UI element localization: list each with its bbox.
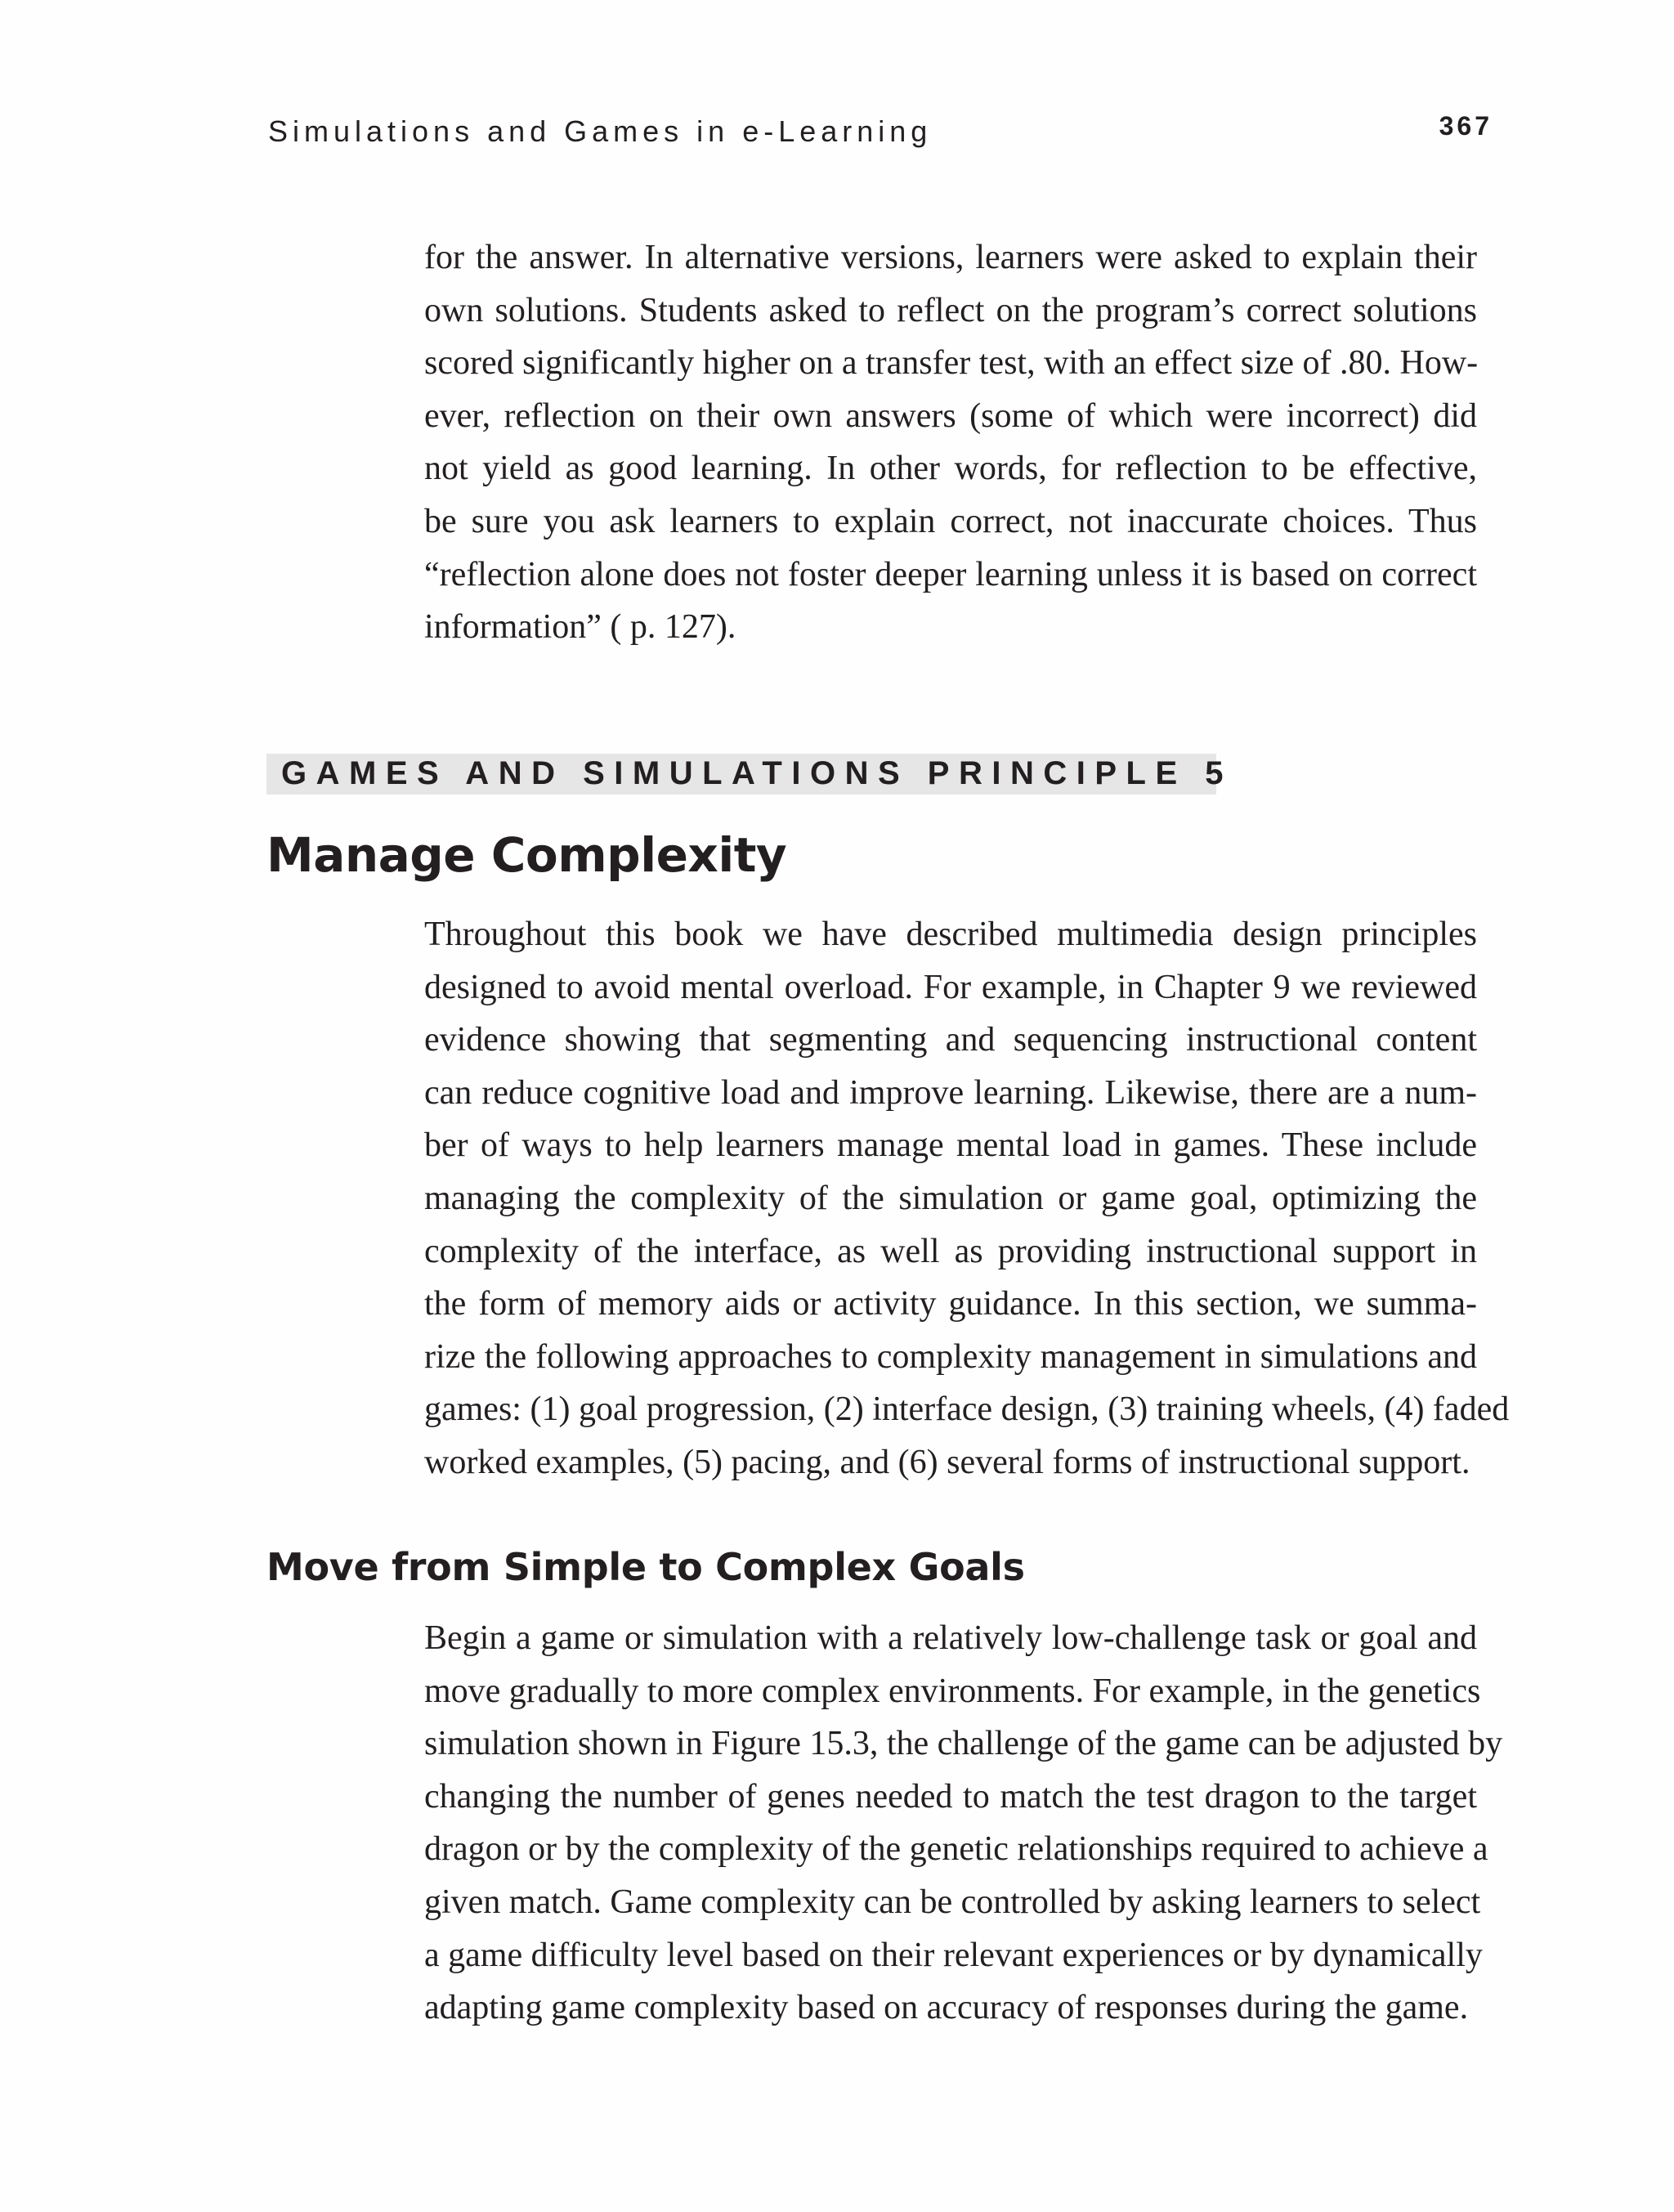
- text-line: worked examples, (5) pacing, and (6) several forms of instructional support.: [424, 1443, 1470, 1481]
- text-line: own solutions. Students asked to reflect on the program’s correct solutions: [424, 291, 1477, 329]
- text-line: given match. Game complexity can be controlled by asking learners to select: [424, 1883, 1481, 1921]
- text-line: the form of memory aids or activity guidance. In this section, we summa-: [424, 1285, 1477, 1323]
- text-line: Begin a game or simulation with a relatively low-challenge task or goal and: [424, 1619, 1477, 1657]
- text-line: for the answer. In alternative versions, learners were asked to explain their: [424, 239, 1477, 276]
- text-line: adapting game complexity based on accuracy of responses during the game.: [424, 1989, 1469, 2027]
- text-line: information” ( p. 127).: [424, 608, 736, 647]
- text-line: Throughout this book we have described multimedia design principles: [424, 916, 1477, 953]
- text-line: “reflection alone does not foster deeper learning unless it is based on correct: [424, 555, 1477, 593]
- running-head: [268, 111, 1493, 155]
- text-line: ever, reflection on their own answers (some of which were incorrect) did: [424, 396, 1477, 435]
- text-line: be sure you ask learners to explain correct, not inaccurate choices. Thus: [424, 502, 1477, 540]
- text-line: move gradually to more complex environments. For example, in the genetics: [424, 1672, 1481, 1710]
- text-line: games: (1) goal progression, (2) interface design, (3) training wheels, (4) faded: [424, 1390, 1510, 1429]
- principle-paragraph: [424, 908, 1510, 1489]
- text-line: a game difficulty level based on their relevant experiences or by dynamically: [424, 1936, 1483, 1974]
- text-line: complexity of the interface, as well as providing instructional support in: [424, 1232, 1477, 1270]
- subsection-paragraph: [424, 1612, 1503, 2035]
- text-line: ber of ways to help learners manage mental load in games. These include: [424, 1126, 1477, 1165]
- text-line: dragon or by the complexity of the genetic relationships required to achieve a: [424, 1830, 1488, 1869]
- text-line: designed to avoid mental overload. For example, in Chapter 9 we reviewed: [424, 968, 1477, 1006]
- intro-paragraph: [424, 231, 1477, 654]
- principle-banner: [266, 754, 1233, 795]
- running-title: Simulations and Games in e-Learning: [268, 114, 933, 148]
- principle-label: GAMES AND SIMULATIONS PRINCIPLE 5: [281, 755, 1233, 791]
- text-line: scored significantly higher on a transfer test, with an effect size of .80. How-: [424, 344, 1479, 383]
- text-line: changing the number of genes needed to match the test dragon to the target: [424, 1777, 1477, 1816]
- text-line: simulation shown in Figure 15.3, the challenge of the game can be adjusted by: [424, 1725, 1503, 1763]
- text-line: rize the following approaches to complexity management in simulations and: [424, 1337, 1477, 1376]
- section-title: Manage Complexity: [266, 827, 787, 883]
- text-line: can reduce cognitive load and improve learning. Likewise, there are a num-: [424, 1073, 1477, 1112]
- page-number: 367: [1439, 111, 1493, 141]
- subsection-title: Move from Simple to Complex Goals: [266, 1545, 1025, 1589]
- text-line: not yield as good learning. In other words, for reflection to be effective,: [424, 450, 1477, 488]
- text-line: evidence showing that segmenting and sequencing instructional content: [424, 1021, 1477, 1059]
- text-line: managing the complexity of the simulation or game goal, optimizing the: [424, 1179, 1477, 1217]
